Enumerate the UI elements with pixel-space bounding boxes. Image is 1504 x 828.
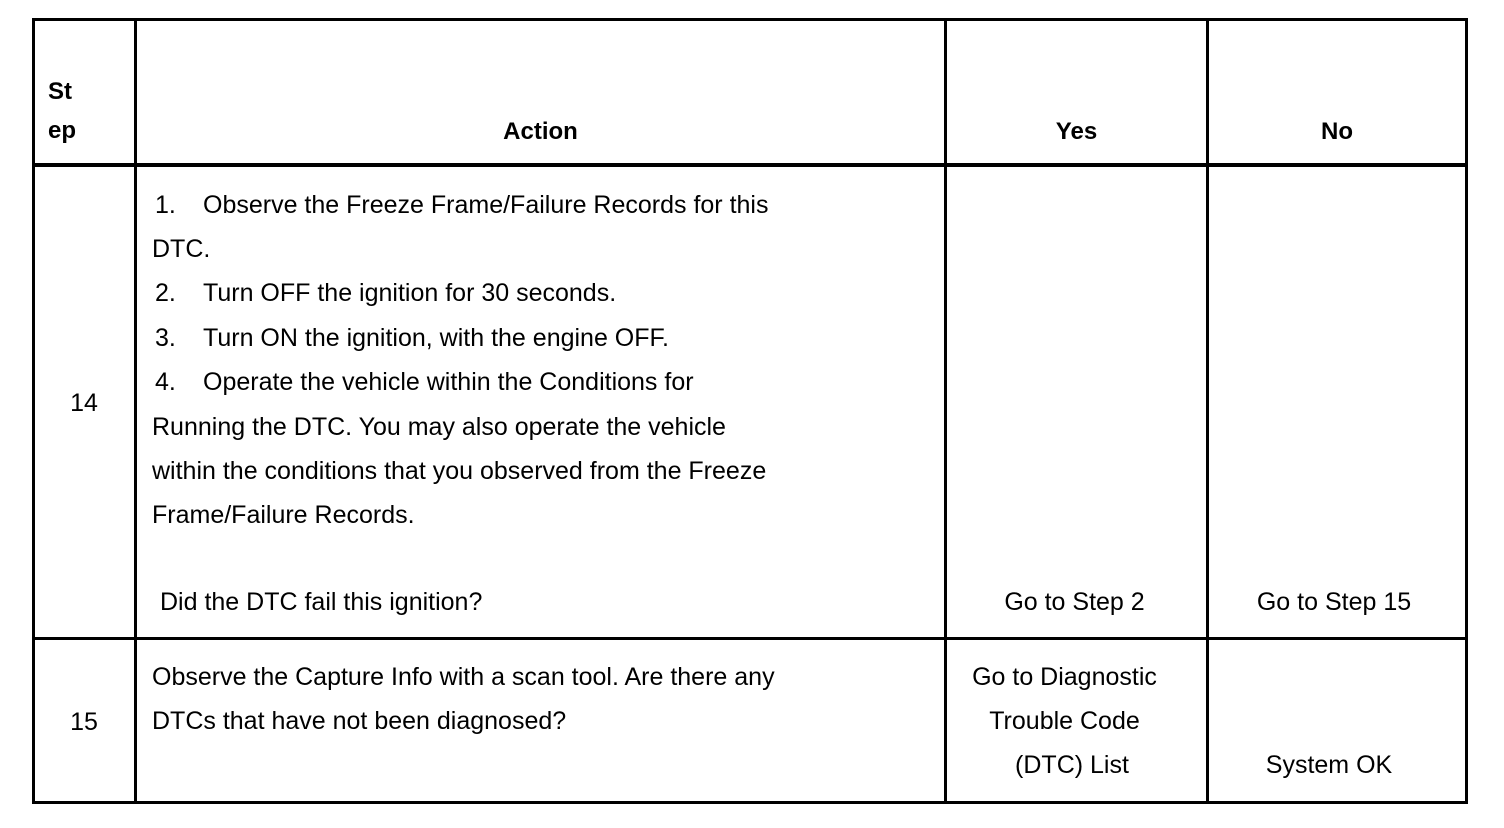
row-15-yes-line: Go to Diagnostic xyxy=(972,663,1157,691)
row-14-action-line: DTC. xyxy=(152,235,211,263)
row-15-no: System OK xyxy=(1265,751,1393,779)
row-15-yes-line: (DTC) List xyxy=(1015,751,1129,779)
row-15-action-line: DTCs that have not been diagnosed? xyxy=(152,707,567,735)
row-14-action-line: within the conditions that you observed from the Freeze xyxy=(152,457,767,485)
row-14-action-line: Running the DTC. You may also operate the vehicle xyxy=(152,413,726,441)
header-bottom-border xyxy=(32,163,1468,167)
row-14-action-line: 2. Turn OFF the ignition for 30 seconds. xyxy=(155,279,617,307)
header-step xyxy=(48,72,108,150)
row-14-step: 14 xyxy=(70,389,98,417)
row-14-question: Did the DTC fail this ignition? xyxy=(160,588,483,616)
row-14-no: Go to Step 15 xyxy=(1256,588,1412,616)
row-14-action-line: 4. Operate the vehicle within the Conditions for xyxy=(155,368,694,396)
row-15-yes-line: Trouble Code xyxy=(989,707,1140,735)
table-bottom-border xyxy=(32,801,1468,804)
row-14-yes: Go to Step 2 xyxy=(1004,588,1145,616)
header-step-line-2: ep xyxy=(48,117,77,144)
header-no: No xyxy=(1321,118,1353,145)
row-15-action-line: Observe the Capture Info with a scan tool. Are there any xyxy=(152,663,775,691)
header-yes: Yes xyxy=(1055,118,1098,145)
diagnostic-table xyxy=(32,18,1468,804)
row-divider xyxy=(32,637,1468,640)
row-14-action-line: 1. Observe the Freeze Frame/Failure Records for this xyxy=(155,191,769,219)
table-top-border xyxy=(32,18,1468,21)
row-14-action-line: Frame/Failure Records. xyxy=(152,501,415,529)
row-15-step: 15 xyxy=(70,708,98,736)
row-14-action-line: 3. Turn ON the ignition, with the engine OFF. xyxy=(155,324,669,352)
header-action: Action xyxy=(503,118,578,145)
table-right-border xyxy=(1465,18,1468,804)
header-step-line-1: St xyxy=(48,78,72,105)
